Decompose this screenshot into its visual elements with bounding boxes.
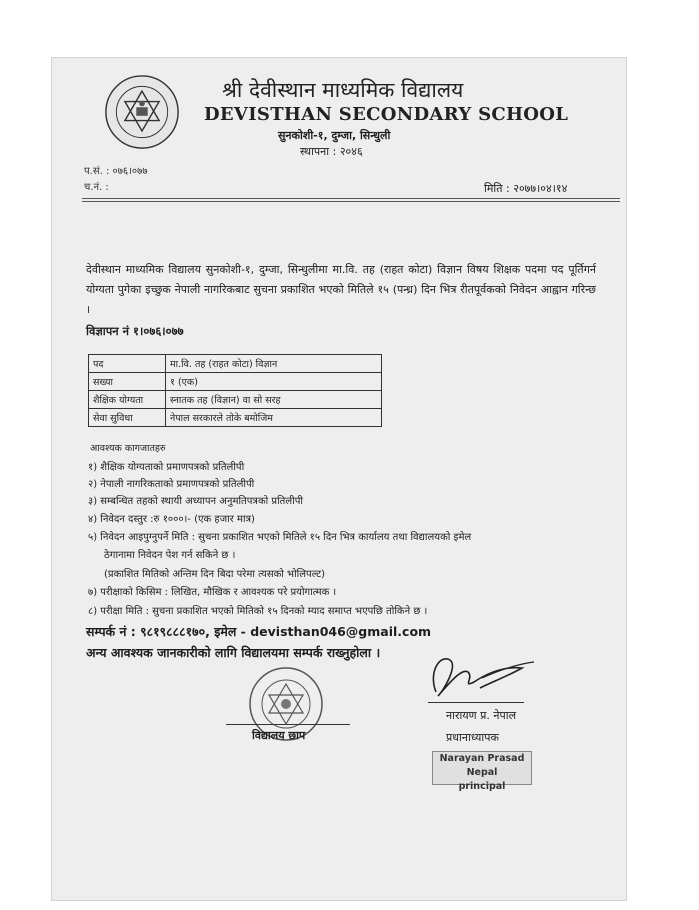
header-divider-second [82,201,620,202]
school-name-english: DEVISTHAN SECONDARY SCHOOL [204,104,569,125]
principal-signature-line [428,702,524,703]
table-key: शैक्षिक योग्यता [89,391,166,409]
advertisement-number: विज्ञापन नं १।०७६।०७७ [86,324,184,338]
table-row [89,409,382,427]
requirement-item: ठेगानामा निवेदन पेश गर्न सकिने छ । [104,550,236,561]
school-name-nepali: श्री देवीस्थान माध्यमिक विद्यालय [222,78,464,102]
stamp-title: principal [458,781,506,792]
principal-signature [422,648,540,700]
requirement-item: ५) निवेदन आइपुग्नुपर्ने मिति : सुचना प्रकाशित भएको मितिले १५ दिन भित्र कार्यालय तथा विद्यालयको इमेल [88,532,472,543]
notice-date: मिति : २०७७।०४।१४ [484,182,568,195]
school-logo [104,74,180,150]
table-value: नेपाल सरकारले तोके बमोजिम [166,409,382,427]
table-row [89,355,382,373]
requirement-item: १) शैक्षिक योग्यताको प्रमाणपत्रको प्रतिलीपी [88,462,245,473]
stamp-name: Narayan Prasad Nepal [439,753,525,778]
principal-title: प्रधानाध्यापक [446,731,499,744]
reference-number: प.सं. : ०७६।०७७ [84,166,148,177]
requirement-item: ३) सम्बन्धित तहको स्थायी अध्यापन अनुमतिपत्रको प्रतिलीपी [88,496,304,507]
principal-name-stamp [432,751,532,792]
table-value: स्नातक तह (विज्ञान) वा सो सरह [166,391,382,409]
requirement-item: ७) परीक्षाको किसिम : लिखित, मौखिक र आवश्यक परे प्रयोगात्मक । [88,587,337,598]
table-key: पद [89,355,166,373]
notice-paragraph: देवीस्थान माध्यमिक विद्यालय सुनकोशी-१, दुम्जा, सिन्धुलीमा मा.वि. तह (राहत कोटा) विज्ञान विषय शिक्षक पदमा पद पूर्तिगर्न योग्यता पुगेका इच्छुक नेपाली नागरिकबाट सुचना प्रकाशित भएको मितिले १५ (पन्ध्र) दिन भित्र रीतपूर्वकको निवेदन आह्वान गरिन्छ । [86,263,596,316]
school-address: सुनकोशी-१, दुम्जा, सिन्धुली [278,129,391,142]
table-key: सख्या [89,373,166,391]
table-value: १ (एक) [166,373,382,391]
dispatch-number: च.नं. : [84,182,109,193]
requirement-note: (प्रकाशित मितिको अन्तिम दिन बिदा परेमा त्यसको भोलिपल्ट) [104,569,326,580]
table-row [89,391,382,409]
contact-line: सम्पर्क नं : ९८१९८८८१७०, इमेल - devisthan046@gmail.com [86,624,432,639]
requirement-item: ८) परीक्षा मिति : सुचना प्रकाशित भएको मितिको १५ दिनको म्याद समाप्त भएपछि तोकिने छ । [88,606,428,617]
requirement-item: ४) निवेदन दस्तुर :रु १०००।- (एक हजार मात्र) [88,514,255,525]
table-row [89,373,382,391]
table-value: मा.वि. तह (राहत कोटा) विज्ञान [166,355,382,373]
requirements-heading: आवश्यक कागजातहरु [90,443,166,454]
seal-label: विद्यालय छाप [252,729,306,742]
vacancy-table [88,354,382,427]
established-year: स्थापना : २०४६ [300,145,363,158]
requirement-item: २) नेपाली नागरिकताको प्रमाणपत्रको प्रतिलीपी [88,479,255,490]
contact-note: अन्य आवश्यक जानकारीको लागि विद्यालयमा सम्पर्क राख्नुहोला । [86,645,381,660]
header-divider [82,198,620,199]
seal-signature-line [226,724,350,725]
table-key: सेवा सुविधा [89,409,166,427]
principal-name: नारायण प्र. नेपाल [446,709,517,722]
